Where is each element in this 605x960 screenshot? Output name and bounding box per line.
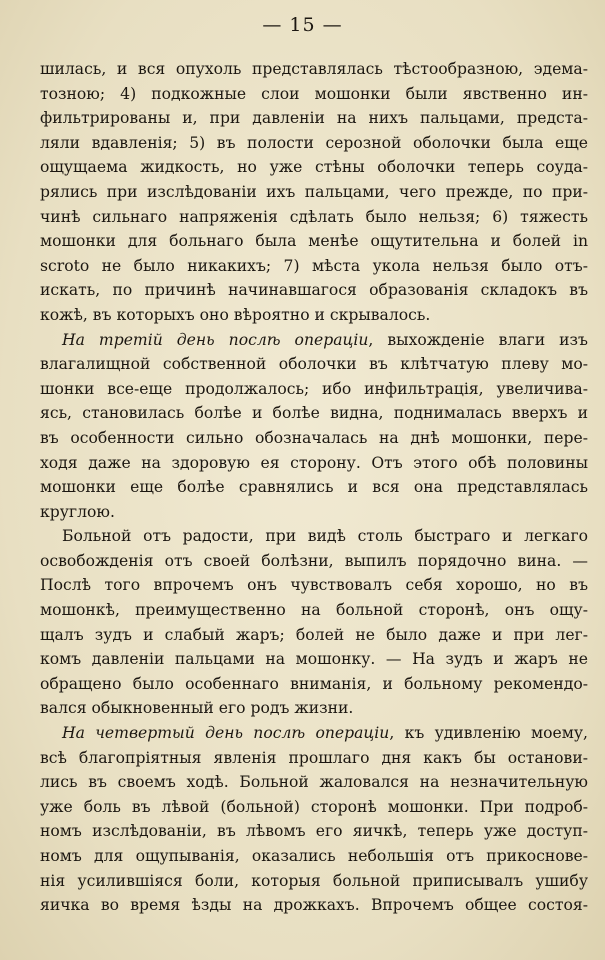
- text-line: [40, 746, 588, 771]
- line-text: , къ удивленію моему,: [389, 724, 588, 743]
- line-text: Послѣ того впрочемъ онъ чувствовалъ себя хорошо, но въ: [40, 576, 588, 595]
- text-line: [40, 795, 588, 820]
- line-text: ощущаема жидкость, но уже стѣны оболочки теперь соуда-: [40, 158, 588, 177]
- text-line: [40, 57, 588, 82]
- line-text: вался обыкновенный его родъ жизни.: [40, 699, 354, 718]
- line-text: нія усилившіяся боли, которыя больной приписывалъ ушибу: [40, 871, 588, 890]
- line-text: въ особенности сильно обозначалась на днѣ мошонки, пере-: [40, 428, 588, 447]
- line-text: номъ изслѣдованіи, въ лѣвомъ его яичкѣ, теперь уже доступ-: [40, 822, 588, 841]
- text-line: [40, 426, 588, 451]
- line-text: искать, по причинѣ начинавшагося образованія складокъ въ: [40, 281, 588, 300]
- text-line: [40, 254, 588, 279]
- text-line: [40, 623, 588, 648]
- line-text: комъ давленіи пальцами на мошонку. — На зудъ и жаръ не: [40, 650, 588, 669]
- text-line: [40, 328, 588, 353]
- text-line: [40, 893, 588, 918]
- text-line: [40, 573, 588, 598]
- text-line: [40, 844, 588, 869]
- text-line: [40, 180, 588, 205]
- text-line: [40, 672, 588, 697]
- text-line: [40, 377, 588, 402]
- italic-phrase: На четвертый день послѣ операціи: [62, 724, 390, 743]
- line-text: лись въ своемъ ходѣ. Больной жаловался на незначительную: [40, 773, 588, 792]
- page-number: — 15 —: [262, 14, 343, 36]
- line-text: Больной отъ радости, при видѣ столь быстраго и легкаго: [62, 527, 588, 546]
- line-text: мошонки для больнаго была менѣе ощутительна и болей in: [40, 232, 588, 251]
- italic-phrase: На третій день послѣ операціи: [62, 330, 369, 349]
- text-line: [40, 229, 588, 254]
- line-text: , выхожденіе влаги изъ: [368, 330, 588, 349]
- text-body: [40, 57, 588, 918]
- text-line: [40, 106, 588, 131]
- text-line: [40, 721, 588, 746]
- text-line: [40, 647, 588, 672]
- text-line: [40, 869, 588, 894]
- line-text: фильтрированы и, при давленіи на нихъ пальцами, предста-: [40, 109, 588, 128]
- line-text: scroto не было никакихъ; 7) мѣста укола нельзя было отъ-: [40, 256, 588, 275]
- text-line: [40, 475, 588, 500]
- line-text: шонки все-еще продолжалось; ибо инфильтрація, увеличива-: [40, 379, 588, 398]
- line-text: мошонки еще болѣе сравнялись и вся она представлялась: [40, 478, 588, 497]
- line-text: номъ для ощупыванія, оказались небольшія отъ прикоснове-: [40, 847, 588, 865]
- line-text: чинѣ сильнаго напряженія сдѣлать было нельзя; 6) тяжесть: [40, 207, 588, 226]
- line-text: кожѣ, въ которыхъ оно вѣроятно и скрывалось.: [40, 305, 431, 324]
- line-text: тозною; 4) подкожные слои мошонки были явственно ин-: [40, 84, 588, 103]
- text-line: [40, 401, 588, 426]
- text-line: [40, 278, 588, 303]
- line-text: всѣ благопріятныя явленія прошлаго дня какъ бы останови-: [40, 748, 588, 767]
- line-text: круглою.: [40, 502, 115, 521]
- text-line: [40, 205, 588, 230]
- text-line: [40, 549, 588, 574]
- line-text: шилась, и вся опухоль представлялась тѣстообразною, эдема-: [40, 60, 588, 78]
- text-line: [40, 131, 588, 156]
- text-line: [40, 819, 588, 844]
- text-line: [40, 451, 588, 476]
- text-line: [40, 770, 588, 795]
- text-line: [40, 155, 588, 180]
- line-text: обращено было особеннаго вниманія, и больному рекомендо-: [40, 674, 588, 693]
- text-line: [40, 303, 588, 328]
- line-text: ходя даже на здоровую ея сторону. Отъ этого обѣ половины: [40, 453, 588, 472]
- line-text: щалъ зудъ и слабый жаръ; болей не было даже и при лег-: [40, 625, 588, 644]
- text-line: [40, 352, 588, 377]
- line-text: рялись при изслѣдованіи ихъ пальцами, чего прежде, по при-: [40, 182, 588, 201]
- line-text: мошонкѣ, преимущественно на больной сторонѣ, онъ ощу-: [40, 601, 588, 620]
- line-text: ясь, становилась болѣе и болѣе видна, поднималась вверхъ и: [40, 404, 588, 423]
- text-line: [40, 82, 588, 107]
- line-text: ляли вдавленія; 5) въ полости серозной оболочки была еще: [40, 133, 588, 152]
- text-line: [40, 524, 588, 549]
- text-line: [40, 598, 588, 623]
- line-text: яичка во время ѣзды на дрожкахъ. Впрочемъ общее состоя-: [40, 896, 588, 915]
- line-text: уже боль въ лѣвой (больной) сторонѣ мошонки. При подроб-: [40, 797, 588, 816]
- line-text: влагалищной собственной оболочки въ клѣтчатую плеву мо-: [40, 355, 588, 374]
- text-line: [40, 500, 588, 525]
- line-text: освобожденія отъ своей болѣзни, выпилъ порядочно вина. —: [40, 551, 588, 570]
- text-line: [40, 696, 588, 721]
